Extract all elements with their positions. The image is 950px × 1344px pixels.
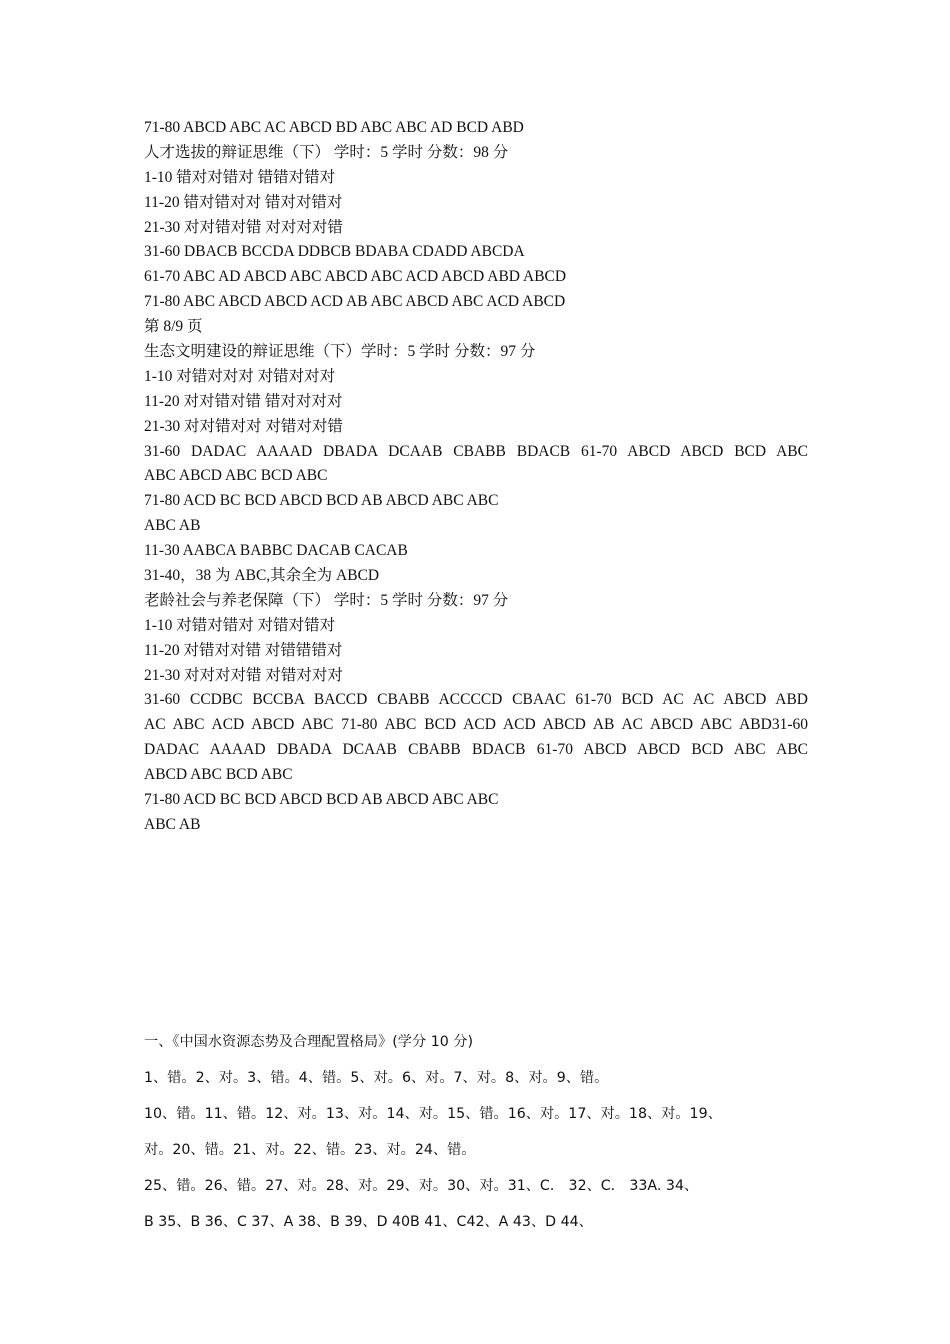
answer-line: 21-30 对对对对错 对错对对对 <box>144 666 343 684</box>
answer-line: 11-20 对对错对错 错对对对对 <box>144 392 343 410</box>
answer-line: 71-80 ABC ABCD ABCD ACD AB ABC ABCD ABC ACD ABCD <box>144 293 566 311</box>
answer-line: 11-20 对错对对错 对错错错对 <box>144 641 343 659</box>
answer-line: 11-20 错对错对对 错对对错对 <box>144 193 343 211</box>
answer-line: 31-40，38 为 ABC,其余全为 ABCD <box>144 567 380 585</box>
answer-line: ABC ABCD ABC BCD ABC <box>144 467 328 485</box>
answer-line: DADAC AAAAD DBADA DCAAB CBABB BDACB 61-70 ABCD ABCD BCD ABC ABC <box>144 741 808 759</box>
answer-line: ABCD ABC BCD ABC <box>144 766 293 784</box>
course-heading: 生态文明建设的辩证思维（下）学时：5 学时 分数：97 分 <box>144 343 536 361</box>
answer-line: 1、错。2、对。3、错。4、错。5、对。6、对。7、对。8、对。9、错。 <box>144 1070 609 1086</box>
answer-line: 21-30 对对错对对 对错对对错 <box>144 417 343 435</box>
answer-line: 71-80 ACD BC BCD ABCD BCD AB ABCD ABC ABC <box>144 791 499 809</box>
course-heading: 人才选拔的辩证思维（下） 学时：5 学时 分数：98 分 <box>144 143 509 161</box>
answer-line: AC ABC ACD ABCD ABC 71-80 ABC BCD ACD ACD ABCD AB AC ABCD ABC ABD31-60 <box>144 716 808 734</box>
answer-line: 11-30 AABCA BABBC DACAB CACAB <box>144 542 408 560</box>
answer-line: 21-30 对对错对错 对对对对错 <box>144 218 343 236</box>
answer-line: ABC AB <box>144 517 201 535</box>
page-number: 第 8/9 页 <box>144 318 203 336</box>
answer-line: 31-60 CCDBC BCCBA BACCD CBABB ACCCCD CBAAC 61-70 BCD AC AC ABCD ABD <box>144 691 808 709</box>
section-heading: 一、《中国水资源态势及合理配置格局》(学分 10 分) <box>144 1034 473 1050</box>
answer-line: 71-80 ACD BC BCD ABCD BCD AB ABCD ABC ABC <box>144 492 499 510</box>
answer-line: ABC AB <box>144 815 201 833</box>
answer-line: 31-60 DBACB BCCDA DDBCB BDABA CDADD ABCDA <box>144 243 525 261</box>
answer-line: 1-10 错对对错对 错错对错对 <box>144 168 336 186</box>
answer-line: 71-80 ABCD ABC AC ABCD BD ABC ABC AD BCD ABD <box>144 119 524 136</box>
answer-line: 61-70 ABC AD ABCD ABC ABCD ABC ACD ABCD ABD ABCD <box>144 268 567 286</box>
answer-line: 10、错。11、错。12、对。13、对。14、对。15、错。16、对。17、对。18、对。19、 <box>144 1106 722 1122</box>
answer-line: 25、错。26、错。27、对。28、对。29、对。30、对。31、C． 32、C． 33A. 34、 <box>144 1178 699 1194</box>
answer-line: 1-10 对错对错对 对错对错对 <box>144 616 336 634</box>
answer-key-section <box>144 116 808 838</box>
answer-line: 对。20、错。21、对。22、错。23、对。24、错。 <box>144 1142 476 1158</box>
course-heading: 老龄社会与养老保障（下） 学时：5 学时 分数：97 分 <box>144 591 509 609</box>
answer-line: 1-10 对错对对对 对错对对对 <box>144 367 336 385</box>
water-resources-answers <box>144 1024 808 1240</box>
answer-line: 31-60 DADAC AAAAD DBADA DCAAB CBABB BDACB 61-70 ABCD ABCD BCD ABC <box>144 442 808 460</box>
answer-line: B 35、B 36、C 37、A 38、B 39、D 40B 41、C42、A 43、D 44、 <box>144 1214 593 1230</box>
